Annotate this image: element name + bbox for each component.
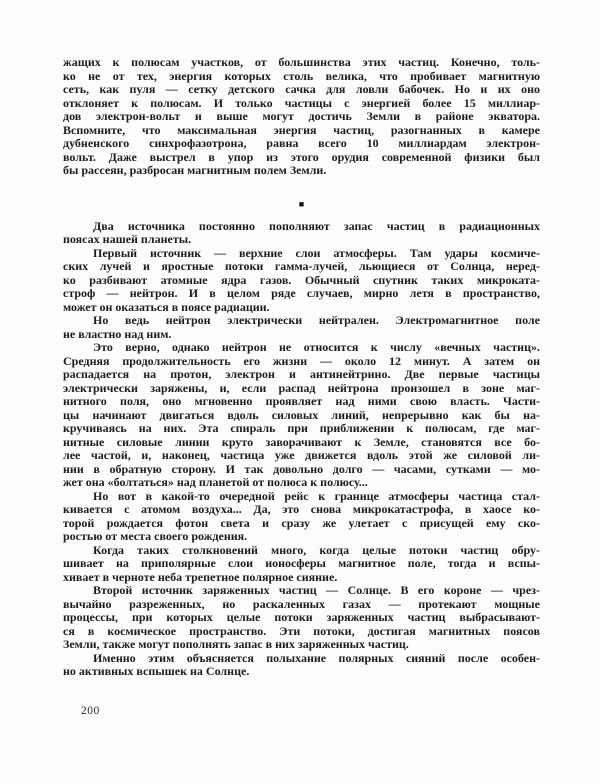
paragraph — [63, 341, 540, 490]
paragraph — [63, 490, 540, 544]
text-line: хивает в черноте неба трепетное полярное сияние. — [63, 570, 338, 584]
text-line: Но вот в какой-то очередной рейс к границе атмосферы частица стал- — [93, 489, 540, 503]
text-line: нитные силовые линии круто заворачивают к Земле, становятся все бо- — [63, 435, 540, 449]
text-line: процессы, при которых целые потоки заряженных частиц выбрасывают- — [63, 611, 540, 624]
paragraph — [63, 247, 540, 315]
text-line: электрически заряжены, и, если распад нейтрона произошел в зоне маг- — [63, 381, 540, 395]
text-line: ских лучей и яростные потоки гамма-лучей, льющиеся от Солнца, неред- — [63, 260, 540, 273]
text-line: поясах нашей планеты. — [63, 233, 192, 246]
text-line: Это верно, однако нейтрон не относится к числу «вечных частиц». — [93, 341, 540, 354]
text-line: цы начинают двигаться вдоль силовых линий, непрерывно как бы на- — [63, 408, 540, 422]
page-number: 200 — [81, 705, 100, 717]
text-line: ся в космическое пространство. Эти потоки, достигая магнитных поясов — [63, 624, 540, 638]
text-line: кивается с атомом воздуха... Да, это снова микрокатастрофа, в хаосе ко- — [63, 503, 540, 516]
text-line: Второй источник заряженных частиц — Солнце. В его короне — чрез- — [93, 584, 540, 597]
text-line: Два источника постоянно пополняют запас частиц в радиационных — [93, 219, 540, 233]
text-line: нитного поля, оно мгновенно проявляет над ними свою власть. Части- — [63, 395, 540, 408]
text-line: лее частой, и, наконец, частица уже движется вдоль этой же силовой ли- — [63, 449, 540, 462]
text-line: торой рождается фотон света и сразу же улетает с присущей ему ско- — [63, 516, 540, 530]
paragraph — [63, 544, 540, 585]
section-divider — [63, 200, 540, 208]
text-line: строф — нейтрон. И в целом ряде случаев, мирно летя в пространство, — [63, 287, 540, 300]
text-block — [63, 56, 540, 679]
text-line: жет она «болтаться» над планетой от полюса к полюсу... — [63, 476, 368, 489]
text-line: Средняя продолжительность его жизни — около 12 минут. А затем он — [63, 354, 540, 368]
text-line: распадается на протон, электрон и антинейтрино. Две первые частицы — [63, 368, 540, 381]
text-line: но активных вспышек на Солнце. — [63, 665, 250, 678]
text-line: ко не от тех, энергия которых столь велика, что пробивает магнитную — [63, 69, 540, 83]
text-line: не властно над ним. — [63, 327, 172, 341]
text-line: шивает на приполярные слои ионосферы магнитное поле, тогда и вспы- — [63, 557, 540, 570]
text-line: бы рассеян, разбросан магнитным полем Земли. — [63, 164, 327, 177]
text-line: Но ведь нейтрон электрически нейтрален. Электромагнитное поле — [93, 314, 540, 327]
paragraph — [63, 652, 540, 679]
square-divider-icon: ■ — [298, 198, 305, 209]
text-line: сеть, как пуля — сетку детского сачка для ловли бабочек. Но и их оно — [63, 83, 540, 96]
text-line: жащих к полюсам участков, от большинства этих частиц. Конечно, толь- — [63, 56, 540, 69]
text-line: отклоняет к полюсам. И только частицы с энергией более 15 миллиар- — [63, 96, 540, 110]
text-line: вычайно разреженных, но раскаленных газах — протекают мощные — [63, 597, 540, 611]
paragraph — [63, 584, 540, 652]
text-line: ко разбивают атомные ядра газов. Обычный спутник таких микроката- — [63, 273, 540, 287]
paragraph — [63, 314, 540, 341]
text-line: Первый источник — верхние слои атмосферы. Там удары космиче- — [93, 246, 540, 260]
text-line: дубненского синхрофазотрона, равна всего 10 миллиардам электрон- — [63, 137, 540, 150]
text-line: вольт. Даже выстрел в упор из этого орудия современной физики был — [63, 150, 540, 164]
paragraph — [63, 56, 540, 178]
text-line: нии в обратную сторону. И так довольно долго — часами, сутками — мо- — [63, 462, 540, 476]
text-line: Именно этим объясняется полыхание полярных сияний после особен- — [93, 651, 540, 665]
text-line: дов электрон-вольт и выше могут достичь Земли в районе экватора. — [63, 110, 540, 123]
text-line: Вспомните, что максимальная энергия частиц, разогнанных в камере — [63, 123, 540, 137]
text-line: ростью от места своего рождения. — [63, 530, 248, 543]
text-line: Земли, также могут пополнять запас в них заряженных частиц. — [63, 638, 409, 651]
text-line: Когда таких столкновений много, когда целые потоки частиц обру- — [93, 543, 540, 557]
text-line: может он оказаться в поясе радиации. — [63, 300, 270, 314]
paragraph — [63, 220, 540, 247]
text-line: кручиваясь на них. Эта спираль при приближении к полюсам, где маг- — [63, 422, 540, 435]
